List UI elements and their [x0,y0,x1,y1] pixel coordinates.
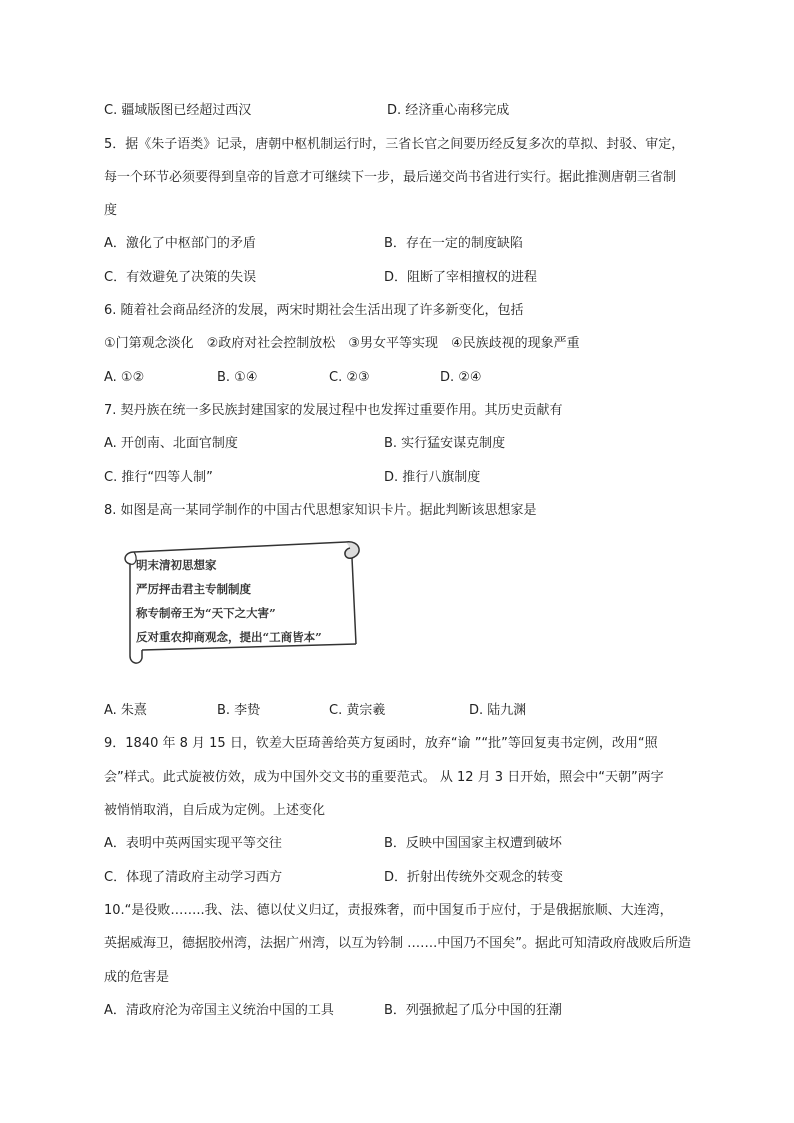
card-line-2: 严厉抨击君主专制制度 [136,582,251,596]
q7-option-c: C. 推行“四等人制” [104,470,213,485]
q7-option-d: D. 推行八旗制度 [384,470,481,485]
q9-stem-line1: 9．1840 年 8 月 15 日，钦差大臣琦善给英方复函时，放弃“谕 ”“批”等回复夷书定例，改用“照 [104,736,658,751]
q9-stem-line3: 被悄悄取消，自后成为定例。上述变化 [104,803,326,818]
q10-stem-line3: 成的危害是 [104,970,170,985]
q6-option-c: C. ②③ [329,370,370,385]
q6-items: ①门第观念淡化 ②政府对社会控制放松 ③男女平等实现 ④民族歧视的现象严重 [104,336,580,351]
q9-option-d: D．折射出传统外交观念的转变 [384,870,564,885]
q4-option-c: C. 疆域版图已经超过西汉 [104,103,252,118]
q10-option-b: B．列强掀起了瓜分中国的狂潮 [384,1003,562,1018]
q7-stem: 7. 契丹族在统一多民族封建国家的发展过程中也发挥过重要作用。其历史贡献有 [104,403,563,418]
q7-option-b: B. 实行猛安谋克制度 [384,436,506,451]
q5-option-a: A．激化了中枢部门的矛盾 [104,236,256,251]
q5-option-b: B．存在一定的制度缺陷 [384,236,523,251]
q8-option-a: A. 朱熹 [104,703,147,718]
card-line-1: 明末清初思想家 [136,558,217,572]
q6-option-b: B. ①④ [217,370,258,385]
q5-stem-line1: 5．据《朱子语类》记录，唐朝中枢机制运行时，三省长官之间要历经反复多次的草拟、封驳、审定， [104,137,685,152]
q4-option-d: D. 经济重心南移完成 [387,103,510,118]
knowledge-card-scroll [120,536,362,668]
q9-option-b: B．反映中国国家主权遭到破坏 [384,836,562,851]
q5-option-d: D．阻断了宰相擅权的进程 [384,270,538,285]
q10-option-a: A．清政府沦为帝国主义统治中国的工具 [104,1003,334,1018]
q10-stem-line2: 英据威海卫，德据胶州湾，法据广州湾，以互为钤制 …….中国乃不国矣”。据此可知清政府战败后所造 [104,936,692,951]
q9-option-a: A．表明中英两国实现平等交往 [104,836,282,851]
q7-option-a: A. 开创南、北面官制度 [104,436,238,451]
q5-stem-line2: 每一个环节必须要得到皇帝的旨意才可继续下一步，最后递交尚书省进行实行。据此推测唐朝三省制 [104,170,677,185]
q9-option-c: C．体现了清政府主动学习西方 [104,870,283,885]
q10-stem-line1: 10.“是役败……..我、法、德以仗义归辽，责报殊奢，而中国复币于应付，于是俄据旅顺、大连湾， [104,903,673,918]
q8-option-d: D. 陆九渊 [469,703,527,718]
card-line-4: 反对重农抑商观念，提出“工商皆本” [136,630,322,644]
q6-option-a: A. ①② [104,370,145,385]
q5-stem-line3: 度 [104,203,118,218]
q9-stem-line2: 会”样式。此式旋被仿效，成为中国外交文书的重要范式。 从 12 月 3 日开始，照会中“天朝”两字 [104,770,664,785]
q8-stem: 8. 如图是高一某同学制作的中国古代思想家知识卡片。据此判断该思想家是 [104,503,537,518]
card-line-3: 称专制帝王为“天下之大害” [136,606,276,620]
q5-option-c: C．有效避免了决策的失误 [104,270,257,285]
q8-option-c: C. 黄宗羲 [329,703,386,718]
q6-stem: 6. 随着社会商品经济的发展，两宋时期社会生活出现了许多新变化，包括 [104,303,524,318]
q6-option-d: D. ②④ [440,370,482,385]
scroll-outline-icon [120,536,362,668]
q8-option-b: B. 李贽 [217,703,261,718]
